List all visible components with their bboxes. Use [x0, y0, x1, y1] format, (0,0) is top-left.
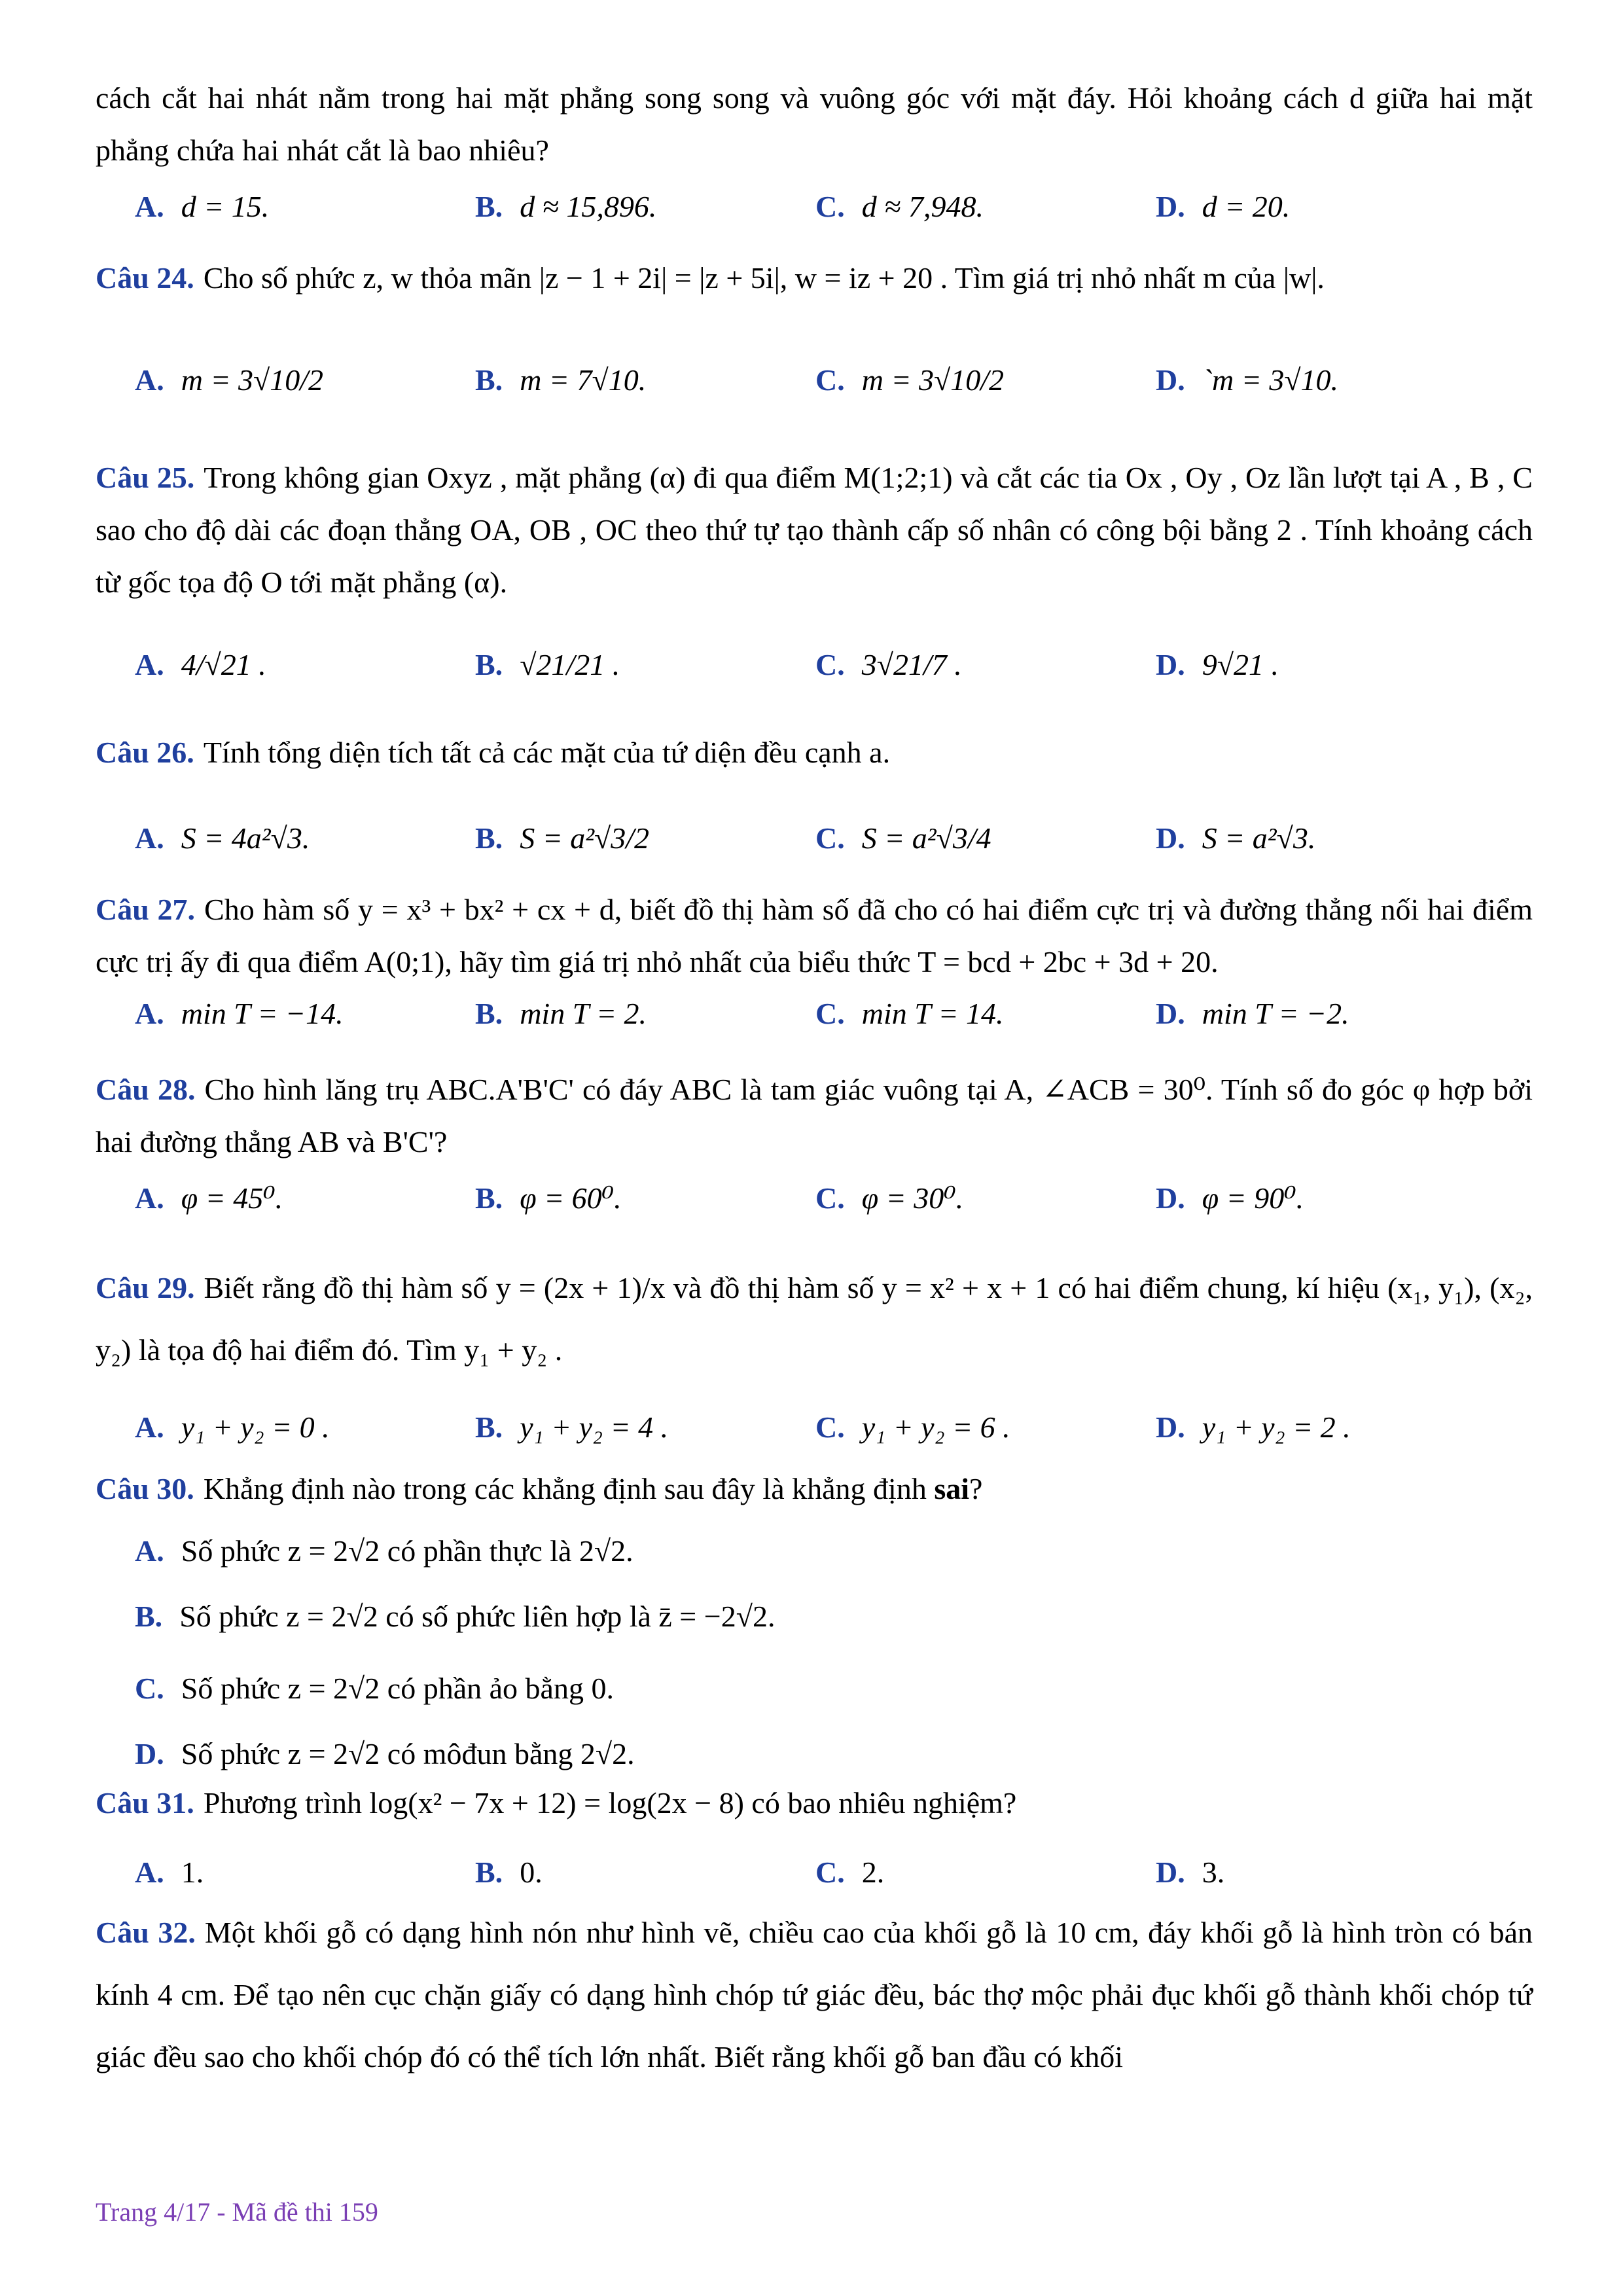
q24-option-b[interactable]: B. m = 7√10. — [475, 363, 647, 397]
q25-label: Câu 25. — [96, 461, 195, 494]
q29-label: Câu 29. — [96, 1271, 195, 1304]
q29-option-b[interactable]: B. y₁ + y₂ = 4 . — [475, 1410, 669, 1444]
q32-label: Câu 32. — [96, 1916, 196, 1949]
q32-text — [96, 1901, 1533, 2088]
q29-option-d[interactable]: D. y₁ + y₂ = 2 . — [1156, 1410, 1351, 1444]
q27-option-a[interactable]: A. min T = −14. — [135, 996, 344, 1030]
q25-option-d[interactable]: D. 9√21 . — [1156, 647, 1279, 681]
q30-text: Câu 30. Khẳng định nào trong các khẳng định sau đây là khẳng định sai? — [96, 1472, 983, 1505]
q25-option-b[interactable]: B. √21/21 . — [475, 647, 620, 681]
q29-text — [96, 1257, 1533, 1381]
q25-stem: Trong không gian Oxyz , mặt phẳng (α) đi qua điểm M(1;2;1) và cắt các tia Ox , Oy , Oz lần lượt tại A , B , C sao cho độ dài các đoạn thẳng OA, OB , OC theo thứ tự tạo thành cấp số nhân có công bội bằng 2 . Tính khoảng cách từ gốc tọa độ O tới mặt phẳng (α). — [96, 461, 1533, 599]
q31-stem: Phương trình log(x² − 7x + 12) = log(2x − 8) có bao nhiêu nghiệm? — [203, 1786, 1017, 1820]
q25-option-a[interactable]: A. 4/√21 . — [135, 647, 266, 681]
q30-option-c[interactable]: C. Số phức z = 2√2 có phần ảo bằng 0. — [135, 1672, 614, 1705]
q27-stem: Cho hàm số y = x³ + bx² + cx + d, biết đồ thị hàm số đã cho có hai điểm cực trị và đường thẳng nối hai điểm cực trị ấy đi qua điểm A(0;1), hãy tìm giá trị nhỏ nhất của biểu thức T = bcd + 2bc + 3d + 20. — [96, 893, 1533, 978]
q31-label: Câu 31. — [96, 1786, 194, 1820]
q29-stem: Biết rằng đồ thị hàm số y = (2x + 1)/x và đồ thị hàm số y = x² + x + 1 có hai điểm chung, kí hiệu (x₁, y₁), (x₂, y₂) là tọa độ hai điểm đó. Tìm y₁ + y₂ . — [96, 1271, 1533, 1367]
q27-label: Câu 27. — [96, 893, 196, 926]
q30-option-b[interactable]: B. Số phức z = 2√2 có số phức liên hợp là z̄ = −2√2. — [135, 1600, 776, 1633]
q23-text — [96, 72, 1533, 177]
q25-option-c[interactable]: C. 3√21/7 . — [815, 647, 962, 681]
q26-options — [135, 798, 1535, 877]
q26-option-d[interactable]: D. S = a²√3. — [1156, 821, 1316, 855]
q24-option-d[interactable]: D. `m = 3√10. — [1156, 363, 1339, 397]
q26-label: Câu 26. — [96, 736, 194, 769]
q31-text — [96, 1777, 1533, 1829]
q29-options — [135, 1394, 1535, 1460]
q23-stem: cách cắt hai nhát nằm trong hai mặt phẳng song song và vuông góc với mặt đáy. Hỏi khoảng cách d giữa hai mặt phẳng chứa hai nhát cắt là bao nhiêu? — [96, 81, 1533, 167]
q27-options — [135, 980, 1535, 1046]
q26-stem: Tính tổng diện tích tất cả các mặt của tứ diện đều cạnh a. — [203, 736, 891, 769]
q27-option-d[interactable]: D. min T = −2. — [1156, 996, 1349, 1030]
q24-option-c[interactable]: C. m = 3√10/2 — [815, 363, 1005, 397]
q28-stem: Cho hình lăng trụ ABC.A'B'C' có đáy ABC là tam giác vuông tại A, ∠ACB = 30⁰. Tính số đo góc φ hợp bởi hai đường thẳng AB và B'C'? — [96, 1073, 1533, 1158]
q31-option-a[interactable]: A. 1. — [135, 1855, 204, 1889]
q29-option-c[interactable]: C. y₁ + y₂ = 6 . — [815, 1410, 1010, 1444]
q29-option-a[interactable]: A. y₁ + y₂ = 0 . — [135, 1410, 330, 1444]
q27-option-b[interactable]: B. min T = 2. — [475, 996, 647, 1030]
q24-stem: Cho số phức z, w thỏa mãn |z − 1 + 2i| = |z + 5i|, w = iz + 20 . Tìm giá trị nhỏ nhất m của |w|. — [203, 261, 1325, 295]
q31-option-c[interactable]: C. 2. — [815, 1855, 885, 1889]
q24-options — [135, 340, 1535, 419]
q23-options — [135, 167, 1535, 245]
q30-stem: Khẳng định nào trong các khẳng định sau đây là khẳng định — [203, 1472, 927, 1505]
q25-options — [135, 625, 1535, 704]
q24-text — [96, 252, 1533, 304]
q23-option-c[interactable]: C. d ≈ 7,948. — [815, 189, 984, 223]
q28-option-a[interactable]: A. φ = 45⁰. — [135, 1181, 283, 1215]
q30-emphasis: sai — [934, 1472, 970, 1505]
q28-option-b[interactable]: B. φ = 60⁰. — [475, 1181, 622, 1215]
q30-option-d[interactable]: D. Số phức z = 2√2 có môđun bằng 2√2. — [135, 1737, 635, 1770]
page-footer: Trang 4/17 - Mã đề thi 159 — [96, 2197, 378, 2227]
q30-label: Câu 30. — [96, 1472, 194, 1505]
q26-option-b[interactable]: B. S = a²√3/2 — [475, 821, 650, 855]
q31-options — [135, 1839, 1535, 1905]
q23-option-d[interactable]: D. d = 20. — [1156, 189, 1291, 223]
q28-option-c[interactable]: C. φ = 30⁰. — [815, 1181, 964, 1215]
q26-option-a[interactable]: A. S = 4a²√3. — [135, 821, 310, 855]
q28-option-d[interactable]: D. φ = 90⁰. — [1156, 1181, 1304, 1215]
q25-text — [96, 452, 1533, 609]
q23-option-a[interactable]: A. d = 15. — [135, 189, 270, 223]
q27-option-c[interactable]: C. min T = 14. — [815, 996, 1004, 1030]
q28-label: Câu 28. — [96, 1073, 196, 1106]
q30-option-a[interactable]: A. Số phức z = 2√2 có phần thực là 2√2. — [135, 1534, 633, 1568]
q23-option-b[interactable]: B. d ≈ 15,896. — [475, 189, 657, 223]
q26-option-c[interactable]: C. S = a²√3/4 — [815, 821, 991, 855]
q28-options — [135, 1165, 1535, 1230]
q32-stem: Một khối gỗ có dạng hình nón như hình vẽ, chiều cao của khối gỗ là 10 cm, đáy khối gỗ là hình tròn có bán kính 4 cm. Để tạo nên cục chặn giấy có dạng hình chóp tứ giác đều, bác thợ mộc phải đục khối gỗ thành khối chóp tứ giác đều sao cho khối chóp đó có thể tích lớn nhất. Biết rằng khối gỗ ban đầu có khối — [96, 1916, 1533, 2073]
q27-text — [96, 884, 1533, 988]
q28-text — [96, 1064, 1533, 1168]
q24-option-a[interactable]: A. m = 3√10/2 — [135, 363, 324, 397]
q26-text — [96, 726, 1533, 779]
q24-label: Câu 24. — [96, 261, 194, 295]
q31-option-d[interactable]: D. 3. — [1156, 1855, 1225, 1889]
q31-option-b[interactable]: B. 0. — [475, 1855, 543, 1889]
